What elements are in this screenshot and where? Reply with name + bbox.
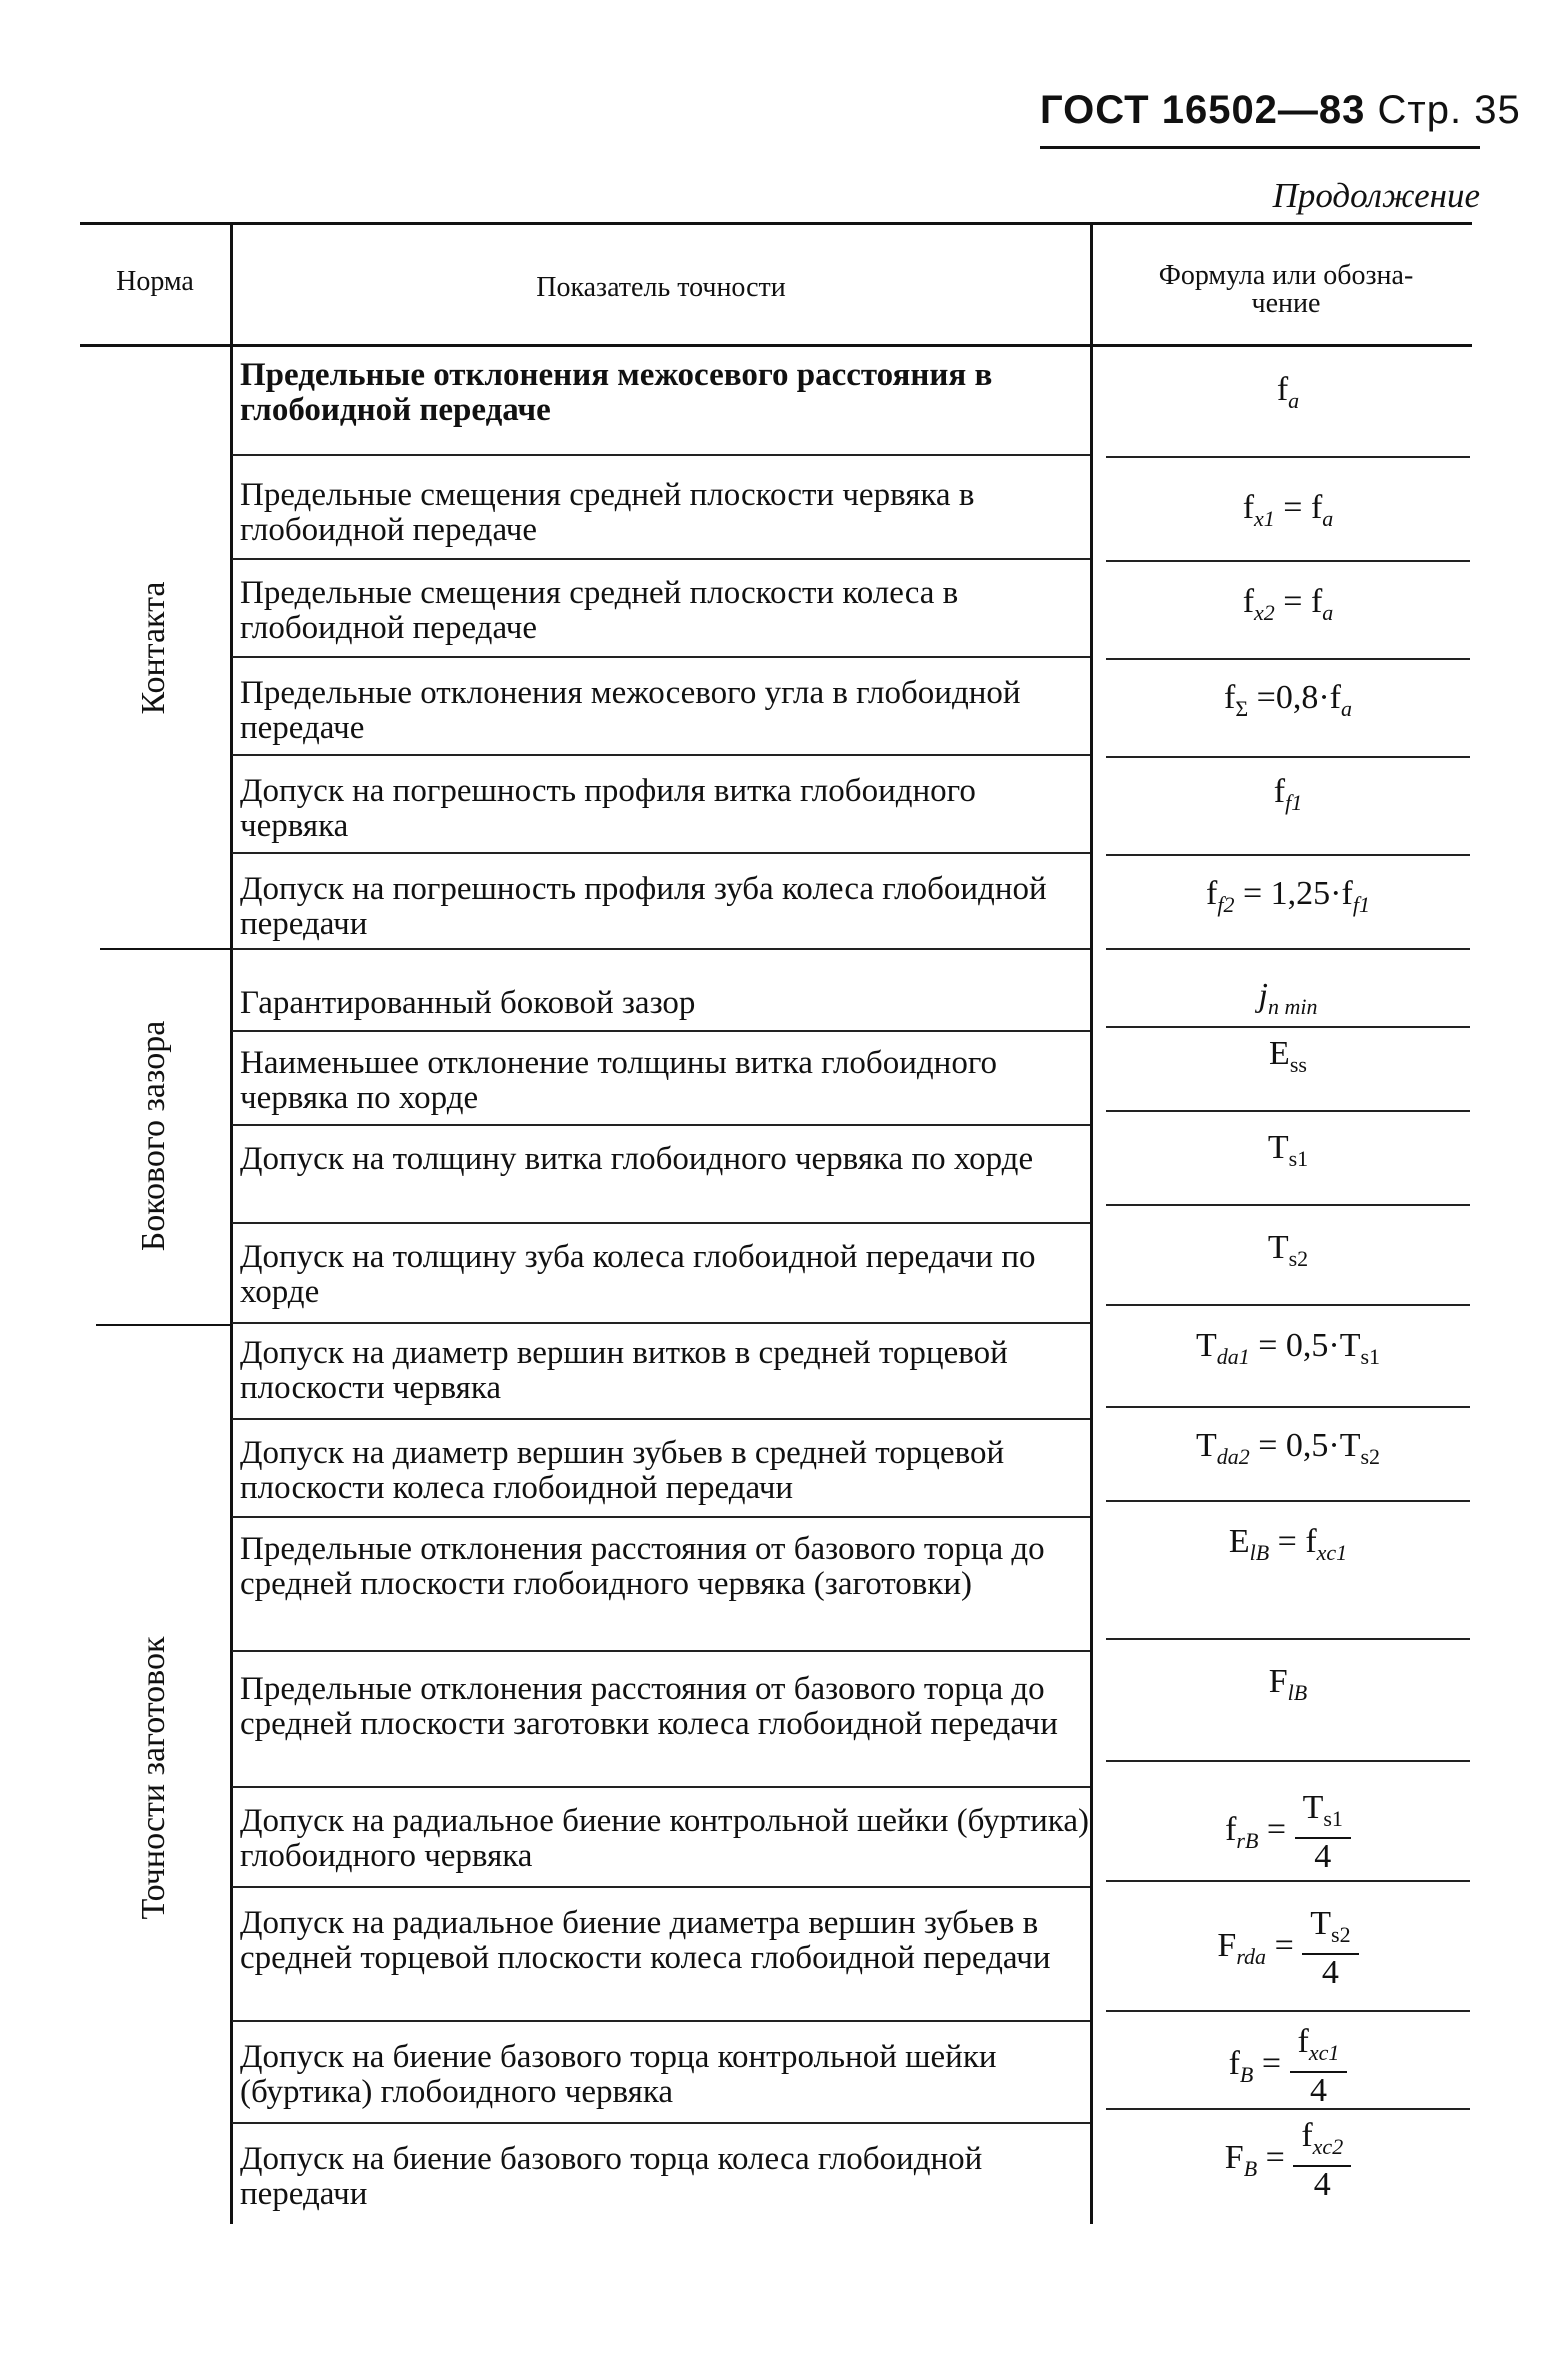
formula-ff1: $f_{f1}$ [1273, 773, 1303, 815]
formula-fa: $f_a$ [1276, 371, 1300, 413]
formula-separator [1106, 1304, 1470, 1306]
standard-number: ГОСТ 16502—83 [1040, 88, 1366, 132]
row-separator [232, 1030, 1090, 1032]
formula-ts2: $T_{s2}$ [1267, 1229, 1309, 1271]
formula-separator [1106, 948, 1470, 950]
group-divider-1 [100, 948, 232, 950]
table-row-indicator: Наименьшее отклонение толщины витка глобоидного червяка по хорде [240, 1045, 998, 1116]
table-row-indicator: Предельные отклонения межосевого угла в глобоидной передаче [240, 675, 1021, 746]
formula-tda1: $T_{da1} = 0,5\cdot T_{s1}$ [1195, 1327, 1381, 1369]
formula-fb: $f_B$ = $\frac{f_{xc1}}{4}$ [1106, 2024, 1470, 2109]
formula-separator [1106, 456, 1470, 458]
formula-separator [1106, 1204, 1470, 1206]
row-separator [232, 1650, 1090, 1652]
table-row-indicator: Допуск на биение базового торца колеса глобоидной передачи [240, 2141, 983, 2212]
formula-fsigma: $f_\Sigma =0,8\cdot f_a$ [1224, 679, 1352, 721]
formula-separator [1106, 1880, 1470, 1882]
column-header-formula: Формула или обозна-чение [1158, 260, 1414, 319]
row-separator [232, 1322, 1090, 1324]
column-header-indicator: Показатель точности [536, 272, 786, 303]
formula-fx1: $f_{x1} = f_a$ [1242, 489, 1334, 531]
group-divider-2 [96, 1324, 232, 1326]
formula-separator [1106, 1026, 1470, 1028]
table-row-indicator: Допуск на радиальное биение контрольной шейки (буртика) глобоидного червяка [240, 1803, 1089, 1874]
formula-separator [1106, 658, 1470, 660]
table-row-indicator: Допуск на диаметр вершин зубьев в средней торцевой плоскости колеса глобоидной передачи [240, 1435, 1005, 1506]
row-separator [232, 1516, 1090, 1518]
table-row-indicator: Предельные отклонения межосевого расстояния в глобоидной передаче [240, 357, 993, 428]
column-divider-left [230, 224, 233, 2224]
row-separator [232, 1418, 1090, 1420]
row-separator [232, 852, 1090, 854]
formula-elb: $E_{lB} = f_{xc1}$ [1228, 1523, 1348, 1565]
row-separator [232, 1886, 1090, 1888]
table-row-indicator: Допуск на погрешность профиля зуба колеса глобоидной передачи [240, 871, 1047, 942]
row-separator [232, 2020, 1090, 2022]
formula-ts1: $T_{s1}$ [1267, 1129, 1309, 1171]
row-separator [232, 754, 1090, 756]
page-header [1040, 88, 1521, 133]
row-separator [232, 558, 1090, 560]
formula-separator [1106, 1500, 1470, 1502]
table-row-indicator: Допуск на биение базового торца контрольной шейки (буртика) глобоидного червяка [240, 2039, 997, 2110]
table-row-indicator: Допуск на погрешность профиля витка глобоидного червяка [240, 773, 976, 844]
header-rule [1040, 146, 1480, 149]
formula-fb-capital: $F_B$ = $\frac{f_{xc2}}{4}$ [1106, 2118, 1470, 2203]
formula-separator [1106, 854, 1470, 856]
formula-separator [1106, 2010, 1470, 2012]
table-row-indicator: Предельные отклонения расстояния от базового торца до средней плоскости заготовки колеса глобоидной передачи [240, 1671, 1058, 1742]
table-row-indicator: Допуск на радиальное биение диаметра вершин зубьев в средней торцевой плоскости колеса глобоидной передачи [240, 1905, 1051, 1976]
group-label-blanks: Точности заготовок [135, 1636, 172, 1920]
table-row-indicator: Предельные смещения средней плоскости колеса в глобоидной передаче [240, 575, 959, 646]
row-separator [232, 454, 1090, 456]
row-separator [232, 2122, 1090, 2124]
column-header-norm: Норма [116, 266, 194, 297]
group-label-backlash: Бокового зазора [135, 1020, 172, 1252]
formula-frda: $F_{rda}$ = $\frac{T_{s2}}{4}$ [1106, 1906, 1470, 1991]
formula-jnmin: $j_{n min}$ [1258, 977, 1318, 1019]
table-head-rule [80, 344, 1472, 347]
table-row-indicator: Предельные отклонения расстояния от базового торца до средней плоскости глобоидного червяка (заготовки) [240, 1531, 1045, 1602]
row-separator [232, 1786, 1090, 1788]
formula-separator [1106, 1110, 1470, 1112]
row-separator [232, 1124, 1090, 1126]
table-row-indicator: Допуск на диаметр вершин витков в средней торцевой плоскости червяка [240, 1335, 1008, 1406]
formula-tda2: $T_{da2} = 0,5\cdot T_{s2}$ [1195, 1427, 1381, 1469]
table-row-indicator: Допуск на толщину зуба колеса глобоидной передачи по хорде [240, 1239, 1036, 1310]
column-divider-right [1090, 224, 1093, 2224]
row-separator [232, 1222, 1090, 1224]
formula-ess: $E_{ss}$ [1269, 1035, 1307, 1077]
formula-ff2: $f_{f2} = 1,25\cdot f_{f1}$ [1206, 875, 1370, 917]
table-row-indicator: Допуск на толщину витка глобоидного червяка по хорде [240, 1141, 1034, 1177]
formula-fx2: $f_{x2} = f_a$ [1242, 583, 1334, 625]
formula-separator [1106, 560, 1470, 562]
row-separator [232, 948, 1090, 950]
formula-flb: $F_{lB}$ [1268, 1663, 1308, 1705]
continuation-label: Продолжение [1272, 176, 1480, 215]
table-top-rule [80, 222, 1472, 225]
formula-separator [1106, 1760, 1470, 1762]
page-number: Стр. 35 [1377, 88, 1521, 132]
row-separator [232, 656, 1090, 658]
table-row-indicator: Предельные смещения средней плоскости червяка в глобоидной передаче [240, 477, 975, 548]
formula-separator [1106, 756, 1470, 758]
formula-frb: $f_{rB}$ = $\frac{T_{s1}}{4}$ [1106, 1790, 1470, 1875]
group-label-contact: Контакта [135, 581, 172, 715]
formula-separator [1106, 1638, 1470, 1640]
table-row-indicator: Гарантированный боковой зазор [240, 985, 696, 1021]
formula-separator [1106, 1406, 1470, 1408]
